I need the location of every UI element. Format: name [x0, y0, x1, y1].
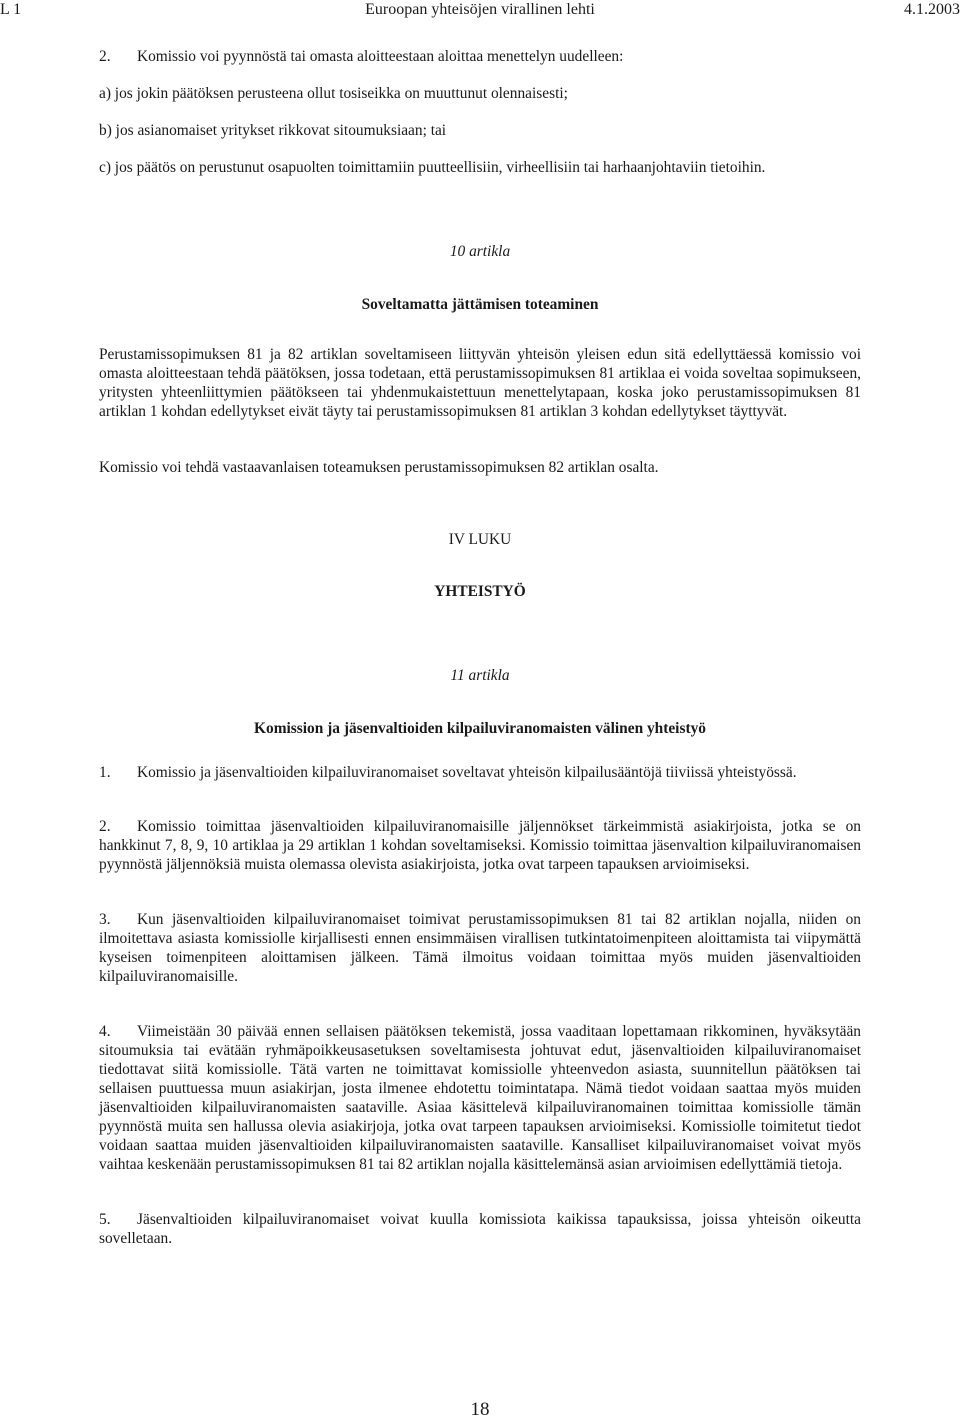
series-label: L 1 [0, 1, 22, 18]
article-11-paragraph-1 [99, 763, 861, 782]
journal-name: Euroopan yhteisöjen virallinen lehti [365, 1, 595, 18]
page-header [0, 0, 960, 20]
article-10-title: Soveltamatta jättämisen toteaminen [361, 296, 599, 313]
article-10-label: 10 artikla [449, 243, 511, 260]
article-11-paragraph-5 [99, 1210, 861, 1248]
paragraph-number: 4. [99, 1023, 111, 1040]
article-11-label: 11 artikla [450, 667, 510, 684]
paragraph-number: 2. [99, 48, 111, 65]
issue-date: 4.1.2003 [904, 1, 960, 18]
paragraph-text: Komissio ja jäsenvaltioiden kilpailuviranomaiset soveltavat yhteisön kilpailusääntöjä tiiviissä yhteistyössä. [137, 764, 797, 781]
paragraph-number: 5. [99, 1211, 111, 1228]
chapter-label: IV LUKU [448, 531, 512, 548]
paragraph-text: Komissio voi pyynnöstä tai omasta aloitteestaan aloittaa menettelyn uudelleen: [137, 48, 624, 65]
article-11-title: Komission ja jäsenvaltioiden kilpailuviranomaisten välinen yhteistyö [254, 720, 706, 737]
paragraph-text: Jäsenvaltioiden kilpailuviranomaiset voivat kuulla komissiota kaikissa tapauksissa, joissa yhteisön oikeutta sovelletaan. [99, 1211, 861, 1247]
paragraph-text: Viimeistään 30 päivää ennen sellaisen päätöksen tekemistä, jossa vaaditaan lopettamaan rikkominen, hyväksytään sitoumuksia tai evätään ryhmäpoikkeusasetuksen soveltamisesta johtuvat edut, jäsenvaltioiden kilpailuviranomaiset tiedottavat siitä komissiolle. Tätä varten ne toimittavat komissiolle yhteenvedon asiasta, suunnitellun päätöksen tai sellaisen puuttuessa muun asiakirjan, josta ilmenee ehdotettu toimintatapa. Nämä tiedot voidaan saattaa myös muiden jäsenvaltioiden kilpailuviranomaisten saataville. Asiaa käsittelevä kilpailuviranomainen toimittaa komissiolle tämän pyynnöstä muita sen hallussa olevia asiakirjoja, jotka ovat tarpeen tapauksen arvioimiseksi. Komissiolle toimitetut tiedot voidaan saattaa muiden jäsenvaltioiden kilpailuviranomaisten saataville. Kansalliset kilpailuviranomaiset voivat myös vaihtaa keskenään perustamissopimuksen 81 tai 82 artiklan nojalla käsittelemänsä asian arvioimisen edellyttämiä tietoja. [99, 1023, 861, 1173]
article-11-paragraph-4 [99, 1022, 861, 1174]
list-item-a: a) jos jokin päätöksen perusteena ollut tosiseikka on muuttunut olennaisesti; [99, 85, 568, 102]
paragraph-number: 2. [99, 818, 111, 835]
paragraph-text: Komissio toimittaa jäsenvaltioiden kilpailuviranomaisille jäljennökset tärkeimmistä asiakirjoista, jotka se on hankkinut 7, 8, 9, 10 artiklaa ja 29 artiklan 1 kohdan soveltamiseksi. Komissio toimittaa jäsenvaltion kilpailuviranomaisen pyynnöstä jäljennöksiä muista olemassa olevista asiakirjoista, jotka ovat tarpeen tapauksen arvioimiseksi. [99, 818, 861, 873]
paragraph-number: 3. [99, 911, 111, 928]
paragraph-number: 1. [99, 764, 111, 781]
document-body [99, 47, 861, 1248]
list-item-c: c) jos päätös on perustunut osapuolten toimittamiin puutteellisiin, virheellisiin tai harhaanjohtaviin tietoihin. [99, 159, 766, 176]
paragraph-2 [99, 47, 861, 66]
article-11-paragraph-3 [99, 910, 861, 986]
list-item-b: b) jos asianomaiset yritykset rikkovat sitoumuksiaan; tai [99, 122, 447, 139]
paragraph-text: Kun jäsenvaltioiden kilpailuviranomaiset toimivat perustamissopimuksen 81 tai 82 artiklan nojalla, niiden on ilmoitettava asiasta komissiolle kirjallisesti ennen ensimmäisen virallisen tutkintatoimenpiteen aloittamista tai viipymättä kyseisen toimenpiteen aloittamisen jälkeen. Tämä ilmoitus voidaan toimittaa myös muiden jäsenvaltioiden kilpailuviranomaisille. [99, 911, 861, 985]
page-number: 18 [470, 1399, 490, 1420]
article-10-paragraph-2: Komissio voi tehdä vastaavanlaisen toteamuksen perustamissopimuksen 82 artiklan osalta. [99, 459, 659, 476]
article-10-paragraph-1: Perustamissopimuksen 81 ja 82 artiklan soveltamiseen liittyvän yhteisön yleisen edun sitä edellyttäessä komissio voi omasta aloitteestaan tehdä päätöksen, jossa todetaan, että perustamissopimuksen 81 artiklaa ei voida soveltaa sopimukseen, yritysten yhteenliittymien päätökseen tai yhdenmukaistettuun menettelytapaan, koska joko perustamissopimuksen 81 artiklan 1 kohdan edellytykset eivät täyty tai perustamissopimuksen 81 artiklan 3 kohdan edellytykset täyttyvät. [99, 346, 861, 420]
chapter-title: YHTEISTYÖ [434, 583, 526, 600]
article-11-paragraph-2 [99, 817, 861, 874]
